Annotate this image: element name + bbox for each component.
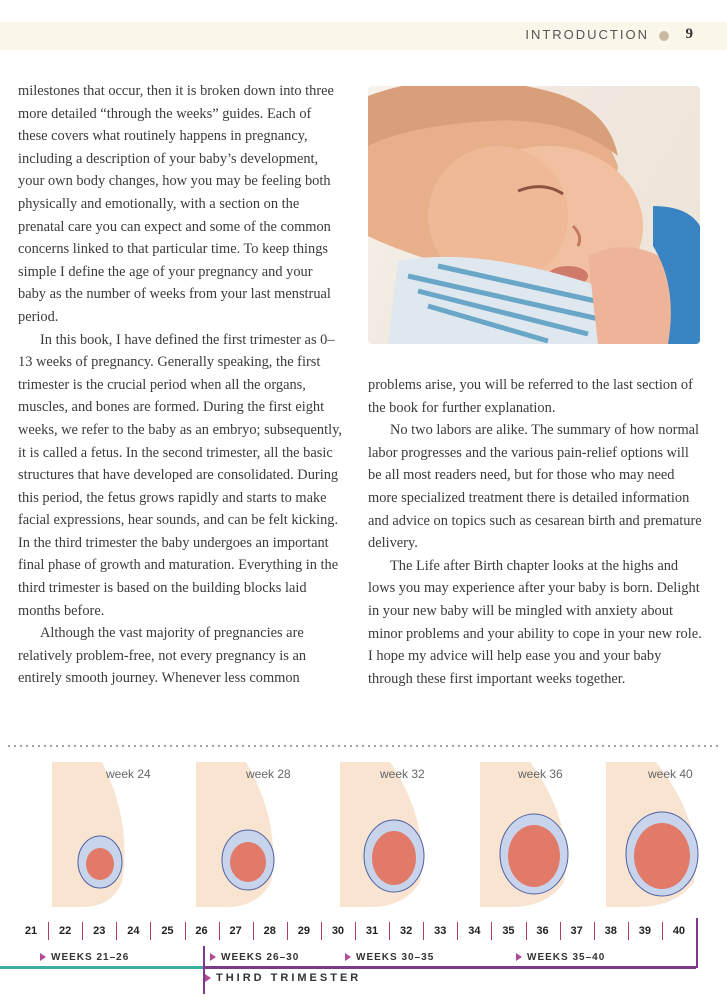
band-weeks-26-30: WEEKS 26–30 — [210, 952, 299, 963]
fetus-figure-week-36 — [470, 762, 582, 907]
page-number: 9 — [685, 26, 693, 42]
tick-divider — [423, 922, 424, 940]
week-tick: 32 — [400, 925, 413, 937]
purple-band-line — [203, 966, 696, 969]
band-weeks-35-40: WEEKS 35–40 — [516, 952, 605, 963]
paragraph: The Life after Birth chapter looks at the highs and lows you may experience after your baby is born. Delight in your new baby will be mingled with anxiety about minor problems and your ability to cope in your new role. I hope my advice will help ease you and your baby through these first important weeks together. — [368, 557, 702, 687]
tick-divider — [526, 922, 527, 940]
week-tick: 30 — [331, 925, 345, 937]
tick-divider — [321, 922, 322, 940]
tick-divider — [457, 922, 458, 940]
week-tick: 22 — [59, 925, 72, 937]
fetus-figure-week-24 — [42, 762, 154, 907]
tick-divider — [389, 922, 390, 940]
sleeping-baby-photo — [368, 86, 700, 344]
text-column-right — [368, 374, 702, 690]
week-tick: 31 — [365, 925, 379, 937]
figure-label: week 32 — [380, 767, 425, 781]
tick-divider — [491, 922, 492, 940]
week-tick: 34 — [468, 925, 481, 937]
section-title: INTRODUCTION — [525, 27, 649, 42]
tick-divider — [355, 922, 356, 940]
week-tick: 39 — [638, 925, 651, 937]
paragraph: No two labors are alike. The summary of how normal labor progresses and the various pain-relief options will be all most readers need, but for those who may need more specialized treatment there is detailed information and advice on topics such as cesarean birth and premature delivery. — [368, 422, 702, 552]
week-tick: 26 — [195, 925, 208, 937]
week-tick: 27 — [229, 925, 242, 937]
week-tick: 33 — [434, 925, 447, 937]
figure-label: week 24 — [106, 767, 151, 781]
paragraph: In this book, I have defined the first trimester as 0–13 weeks of pregnancy. Generally speaking, the first trimester is the crucial period when all the organs, muscles, and bones are formed. During the first eight weeks, we refer to the baby as an embryo; subsequently, it is called a fetus. In the second trimester, all the basic structures that have developed are consolidated. During this period, the fetus grows rapidly and starts to make facial expressions, hear sounds, and can be felt kicking. In the third trimester the baby undergoes an important final phase of growth and maturation. Everything in the third trimester is based on the building blocks laid months before. — [18, 331, 342, 619]
paragraph: milestones that occur, then it is broken down into three more detailed “through the weeks” guides. Each of these covers what routinely happens in pregnancy, including a description of your baby’s development, your own body changes, how you may be feeling both physically and emotionally, with a section on the prenatal care you can expect and some of the common concerns linked to that particular time. To keep things simple I define the age of your pregnancy and your baby as the number of weeks from your last menstrual period. — [18, 83, 334, 325]
figure-label: week 28 — [246, 767, 291, 781]
tick-divider — [219, 922, 220, 940]
week-tick: 21 — [24, 925, 38, 937]
tick-divider — [185, 922, 186, 940]
tick-divider — [116, 922, 117, 940]
tick-divider — [150, 922, 151, 940]
triangle-arrow-icon — [40, 953, 46, 961]
week-tick: 28 — [263, 925, 276, 937]
week-tick: 40 — [672, 925, 686, 937]
triangle-arrow-icon — [205, 974, 211, 982]
text-column-left — [18, 80, 342, 690]
figure-label: week 36 — [518, 767, 563, 781]
band-separator — [203, 946, 205, 994]
week-tick: 35 — [502, 925, 515, 937]
triangle-arrow-icon — [345, 953, 351, 961]
band-weeks-30-35: WEEKS 30–35 — [345, 952, 434, 963]
tick-divider — [560, 922, 561, 940]
tick-divider — [82, 922, 83, 940]
band-weeks-21-26: WEEKS 21–26 — [40, 952, 129, 963]
fetus-figure-week-40 — [596, 762, 708, 907]
week-tick: 29 — [297, 925, 310, 937]
week-tick: 36 — [536, 925, 549, 937]
tick-divider — [628, 922, 629, 940]
tick-divider — [287, 922, 288, 940]
triangle-arrow-icon — [210, 953, 216, 961]
fetus-figure-week-32 — [330, 762, 442, 907]
triangle-arrow-icon — [516, 953, 522, 961]
figure-label: week 40 — [648, 767, 693, 781]
tick-divider — [662, 922, 663, 940]
dotted-divider — [6, 745, 721, 747]
tick-divider — [48, 922, 49, 940]
header-bullet-icon — [659, 31, 669, 41]
week-tick: 38 — [604, 925, 617, 937]
paragraph: problems arise, you will be referred to the last section of the book for further explanation. — [368, 377, 693, 416]
tick-divider — [594, 922, 595, 940]
week-tick: 25 — [161, 925, 174, 937]
week-ruler — [14, 916, 696, 946]
trimester-label: THIRD TRIMESTER — [205, 972, 361, 984]
band-separator — [696, 918, 698, 968]
baby-illustration — [368, 86, 700, 344]
teal-band-line — [0, 966, 203, 969]
week-tick: 24 — [127, 925, 140, 937]
fetus-figure-week-28 — [186, 762, 298, 907]
paragraph: Although the vast majority of pregnancies are relatively problem-free, not every pregnancy is an entirely smooth journey. Whenever less common — [18, 625, 307, 687]
week-tick: 37 — [570, 925, 583, 937]
week-tick: 23 — [93, 925, 106, 937]
tick-divider — [253, 922, 254, 940]
